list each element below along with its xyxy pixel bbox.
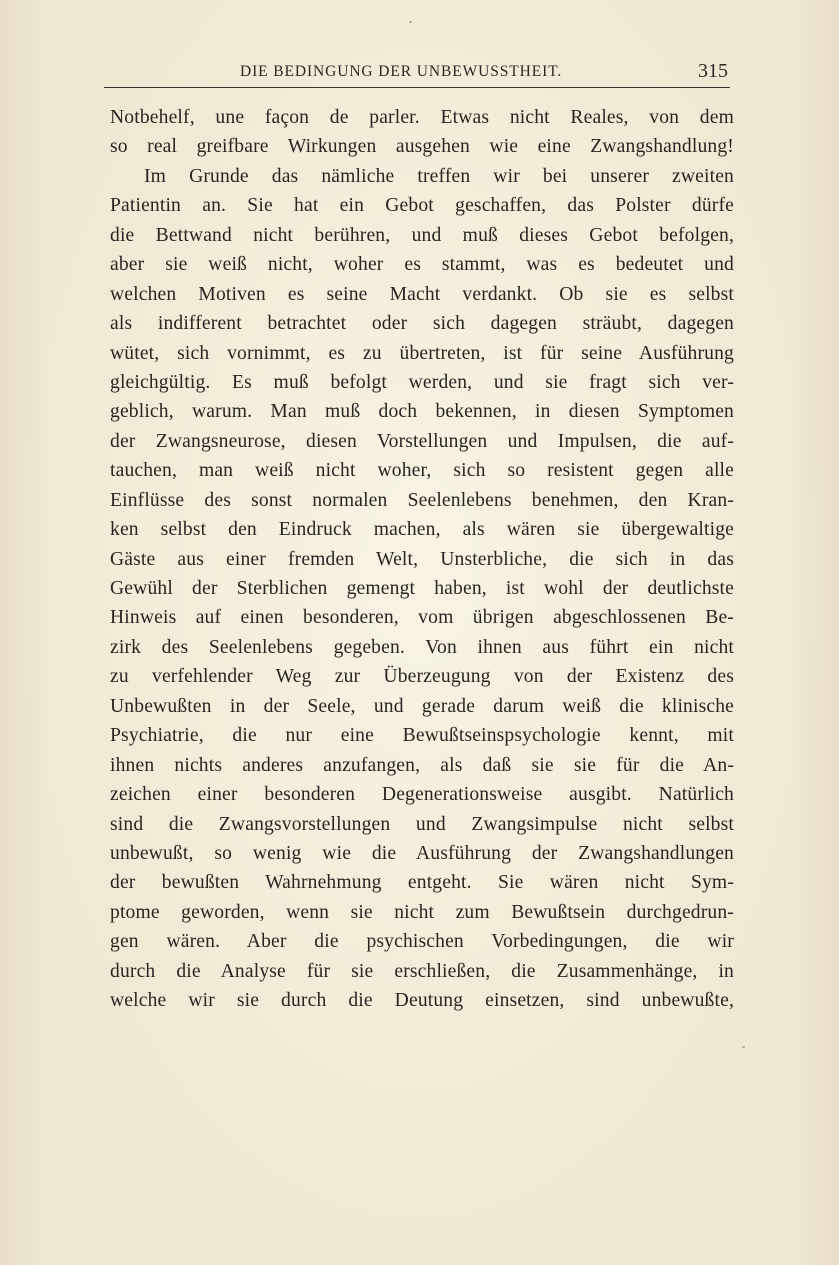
text-line: Hinweis auf einen besonderen, vom übrigen abgeschlossenen Be- [110, 607, 734, 629]
text-line: aber sie weiß nicht, woher es stammt, was es bedeutet und [110, 254, 734, 276]
text-line: Notbehelf, une façon de parler. Etwas nicht Reales, von dem [110, 107, 734, 128]
text-line: tauchen, man weiß nicht woher, sich so resistent gegen alle [110, 460, 734, 482]
text-line: der bewußten Wahrnehmung entgeht. Sie wären nicht Sym- [110, 872, 734, 894]
text-line: gleichgültig. Es muß befolgt werden, und sie fragt sich ver- [110, 371, 734, 393]
text-line: Gewühl der Sterblichen gemengt haben, ist wohl der deutlichste [110, 578, 734, 599]
running-head [104, 60, 732, 90]
text-line: unbewußt, so wenig wie die Ausführung der Zwangshandlungen [110, 842, 734, 864]
text-line: Im Grunde das nämliche treffen wir bei unserer zweiten [144, 165, 734, 187]
text-line: als indifferent betrachtet oder sich dagegen sträubt, dagegen [110, 313, 734, 335]
text-line: Patientin an. Sie hat ein Gebot geschaffen, das Polster dürfe [110, 195, 734, 217]
text-line: ptome geworden, wenn sie nicht zum Bewußtsein durchgedrun- [110, 901, 734, 923]
text-line: welchen Motiven es seine Macht verdankt. Ob sie es selbst [110, 283, 734, 305]
text-line: so real greifbare Wirkungen ausgehen wie eine Zwangshandlung! [110, 136, 734, 158]
text-line: zeichen einer besonderen Degenerationsweise ausgibt. Natürlich [110, 784, 734, 806]
text-line: Unbewußten in der Seele, und gerade darum weiß die klinische [110, 695, 734, 717]
header-rule [104, 87, 730, 88]
text-line: ihnen nichts anderes anzufangen, als daß sie sie für die An- [110, 754, 734, 776]
text-line: der Zwangsneurose, diesen Vorstellungen und Impulsen, die auf- [110, 430, 734, 452]
text-line: zirk des Seelenlebens gegeben. Von ihnen aus führt ein nicht [110, 636, 734, 658]
text-line: gen wären. Aber die psychischen Vorbedingungen, die wir [110, 931, 734, 953]
text-line: wütet, sich vornimmt, es zu übertreten, ist für seine Ausführung [110, 342, 734, 364]
text-line: ken selbst den Eindruck machen, als wären sie übergewaltige [110, 519, 734, 541]
text-line: Psychiatrie, die nur eine Bewußtseinspsychologie kennt, mit [110, 725, 734, 747]
text-line: sind die Zwangsvorstellungen und Zwangsimpulse nicht selbst [110, 813, 734, 835]
text-line: die Bettwand nicht berühren, und muß dieses Gebot befolgen, [110, 224, 734, 246]
text-line: welche wir sie durch die Deutung einsetzen, sind unbewußte, [110, 990, 734, 1012]
text-line: durch die Analyse für sie erschließen, die Zusammenhänge, in [110, 960, 734, 982]
text-line: geblich, warum. Man muß doch bekennen, in diesen Symptomen [110, 401, 734, 423]
text-line: zu verfehlender Weg zur Überzeugung von der Existenz des [110, 666, 734, 688]
body-text [110, 103, 734, 1016]
running-head-title: DIE BEDINGUNG DER UNBEWUSSTHEIT. [240, 63, 563, 80]
text-line: Einflüsse des sonst normalen Seelenlebens benehmen, den Kran- [110, 489, 734, 511]
page-number: 315 [698, 60, 728, 82]
paper-speck [409, 21, 412, 23]
text-line: Gäste aus einer fremden Welt, Unsterbliche, die sich in das [110, 548, 734, 570]
paper-speck [742, 1046, 745, 1048]
